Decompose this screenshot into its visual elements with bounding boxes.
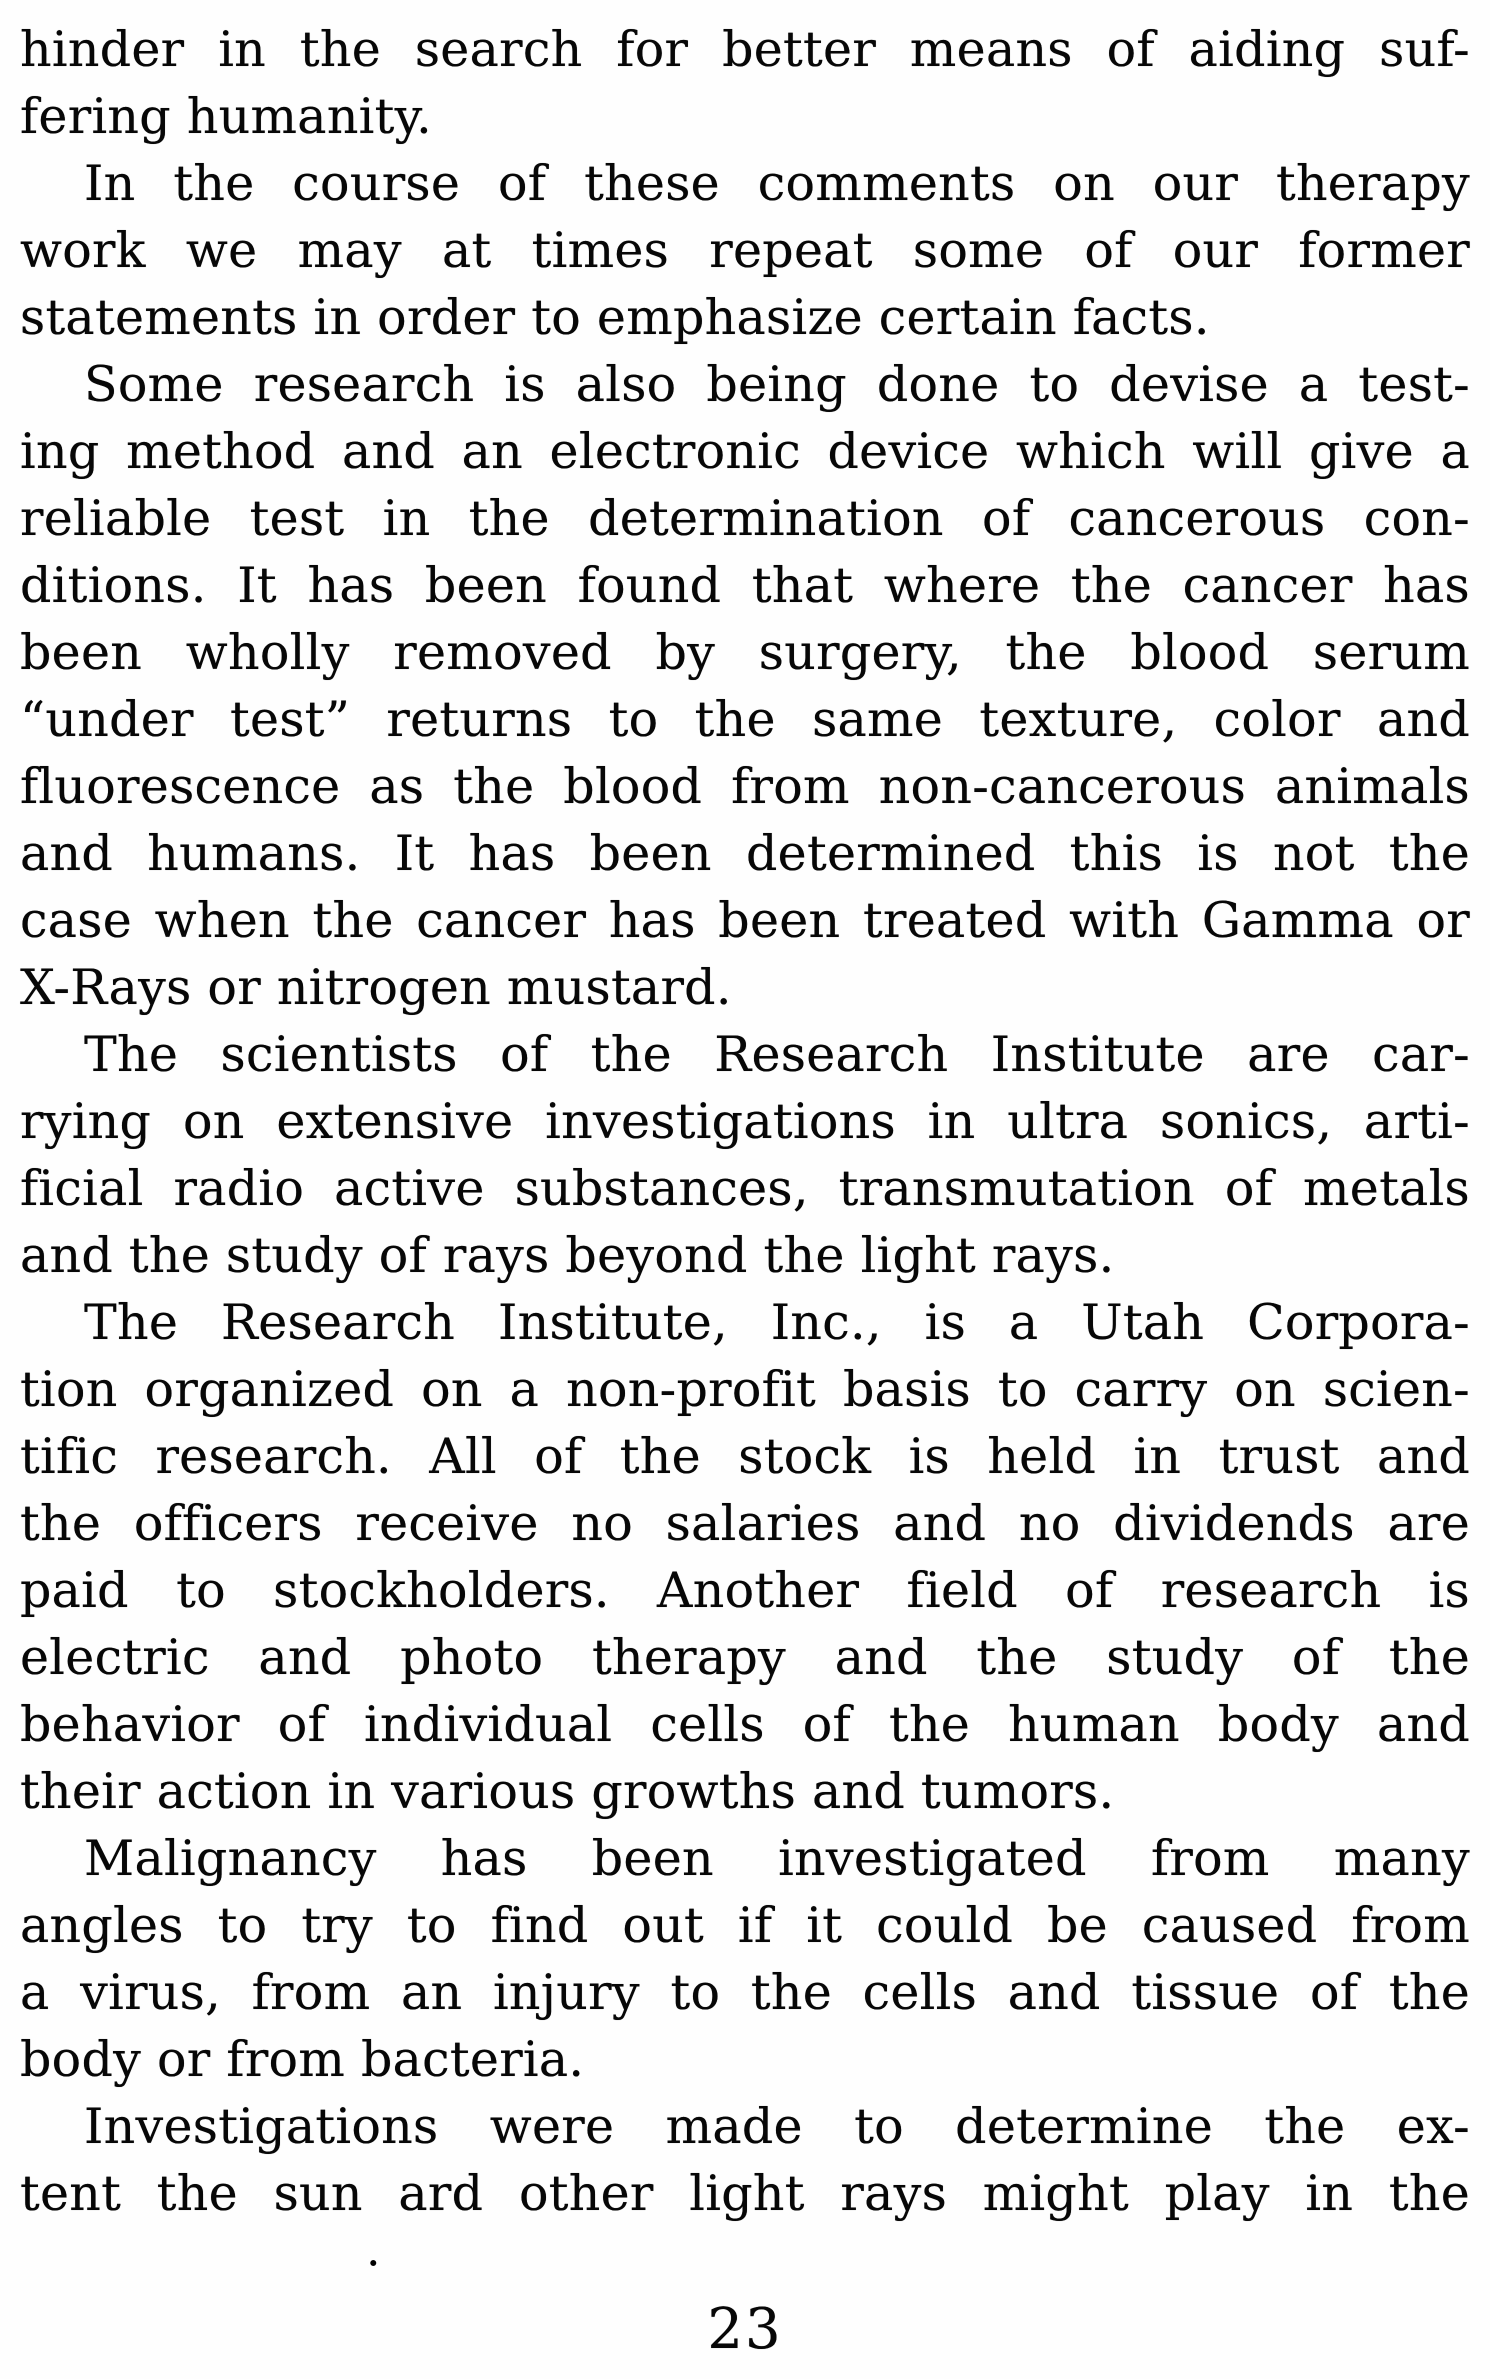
text-line: their action in various growths and tumors. [20,1763,1115,1820]
text-line: “under test” returns to the same texture, color and [20,691,1470,748]
text-line: tion organized on a non-profit basis to carry on scien- [20,1361,1470,1418]
text-line: The scientists of the Research Institute are car- [84,1026,1470,1083]
text-line: ing method and an electronic device which will give a [20,423,1470,480]
text-line: the officers receive no salaries and no dividends are [20,1495,1470,1552]
page-number: 23 [707,2297,783,2362]
text-line: behavior of individual cells of the human body and [20,1696,1470,1753]
text-line: ficial radio active substances, transmutation of metals [20,1160,1470,1217]
text-line: paid to stockholders. Another field of research is [20,1562,1470,1619]
text-line: statements in order to emphasize certain facts. [20,289,1210,346]
text-line: electric and photo therapy and the study of the [20,1629,1470,1686]
text-line: body or from bacteria. [20,2031,585,2088]
text-line: work we may at times repeat some of our former [20,222,1470,279]
stray-ink-dot-mark: · [366,2236,381,2290]
text-line: been wholly removed by surgery, the blood serum [20,624,1470,681]
text-line: ditions. It has been found that where the cancer has [20,557,1470,614]
text-line: a virus, from an injury to the cells and tissue of the [20,1964,1470,2021]
text-line: In the course of these comments on our therapy [84,155,1470,212]
text-line: and the study of rays beyond the light rays. [20,1227,1115,1284]
text-line: X-Rays or nitrogen mustard. [20,959,732,1016]
text-line: reliable test in the determination of cancerous con- [20,490,1470,547]
text-line: tific research. All of the stock is held in trust and [20,1428,1470,1485]
text-line: Malignancy has been investigated from many [84,1830,1470,1887]
text-line: Some research is also being done to devise a test- [84,356,1470,413]
text-line: The Research Institute, Inc., is a Utah Corpora- [84,1294,1470,1351]
text-line: rying on extensive investigations in ultra sonics, arti- [20,1093,1470,1150]
text-line: hinder in the search for better means of aiding suf- [20,21,1470,78]
text-line: fering humanity. [20,88,432,145]
text-line: Investigations were made to determine the ex- [84,2098,1470,2155]
page-text-block [20,16,1470,2227]
text-line: fluorescence as the blood from non-cancerous animals [20,758,1470,815]
text-line: and humans. It has been determined this is not the [20,825,1470,882]
text-line: case when the cancer has been treated with Gamma or [20,892,1470,949]
text-line: angles to try to find out if it could be caused from [20,1897,1470,1954]
text-line: tent the sun ard other light rays might play in the [20,2165,1470,2222]
